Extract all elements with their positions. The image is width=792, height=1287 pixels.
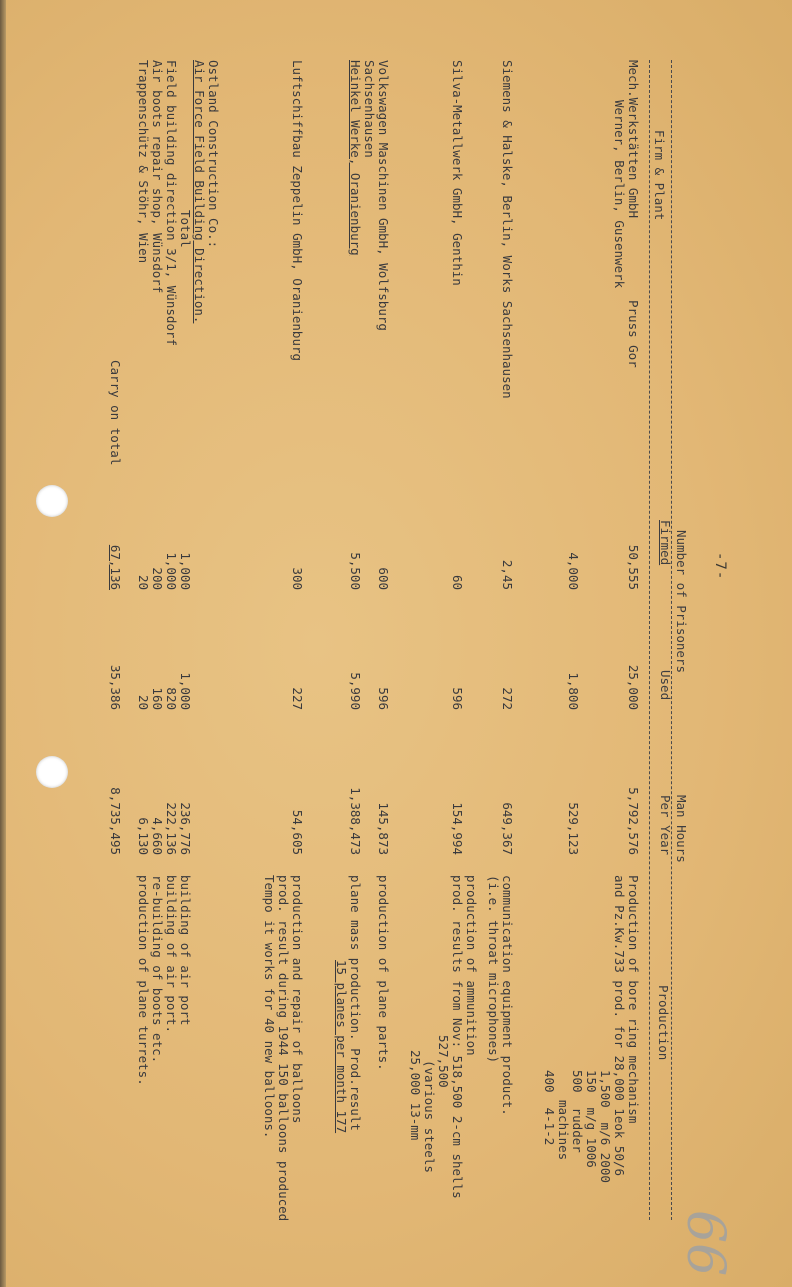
- row-3-prod-2: (i.e. throat microphones): [486, 875, 501, 1064]
- punch-hole-bottom: [36, 756, 68, 788]
- header-production: Production: [656, 985, 671, 1061]
- row-2-hours: 529,123: [566, 802, 581, 855]
- row-10-used: 160: [150, 687, 165, 710]
- row-7-firmed: 300: [290, 567, 305, 590]
- row-3-hours: 649,367: [500, 802, 515, 855]
- row-6-prod-1: plane mass production. Prod.result: [348, 875, 363, 1131]
- punch-hole-top: [36, 485, 68, 517]
- header-hours: Man Hours: [674, 795, 689, 863]
- row-4-prod-4: (various steels: [422, 1060, 437, 1173]
- row-4-prod-5: 25,000 13-mm: [408, 1050, 423, 1141]
- row-5-firm-3: Heinkel Werke, Oranienburg: [348, 60, 363, 256]
- row-9-used: 820: [164, 687, 179, 710]
- page-edge: [0, 0, 6, 1287]
- row-7-prod-3: Tempo it works for 40 new balloons.: [262, 875, 277, 1139]
- row-11-prod-1: production of plane turrets.: [136, 875, 151, 1086]
- row-1-prod-3: 1,500 m/6 2000: [598, 1070, 613, 1183]
- row-7-hours: 54,605: [290, 809, 305, 855]
- header-firm: Firm & Plant: [652, 130, 667, 221]
- row-1-prod-6: machines: [556, 1100, 571, 1161]
- section-total-hours: 236,776: [178, 802, 193, 855]
- row-1-prod-1: Production of bore ring mechanism: [626, 875, 641, 1124]
- header-firmed: Firmed: [658, 520, 673, 566]
- row-9-prod-1: building of air port: [178, 875, 193, 1026]
- row-6-prod-2: 15 planes per month 177: [334, 960, 349, 1134]
- row-10-prod-1: re-building of boots etc.: [150, 875, 165, 1064]
- row-9-firm: Field building direction 3/1, Wünsdorf: [164, 60, 179, 346]
- row-5-firmed: 600: [376, 567, 391, 590]
- row-3-prod-1: communication equipment product.: [500, 875, 515, 1116]
- row-5-used: 596: [376, 687, 391, 710]
- row-1-firm-2: Pruss Gor: [626, 300, 641, 368]
- row-6-used: 5,990: [348, 672, 363, 710]
- handwritten-folio: 66: [675, 1210, 735, 1277]
- row-4-prod-2: prod. results from Nov: 518,500 2-cm shells: [450, 875, 465, 1199]
- row-3-used: 272: [500, 687, 515, 710]
- page-number: -7-: [712, 552, 728, 581]
- row-10-firm: Air boots repair shop, Wünsdorf: [150, 60, 165, 294]
- row-1-prod-7: 400 4-1-2: [542, 1070, 557, 1146]
- totals-label: Carry on total: [108, 360, 123, 466]
- row-1-used: 25,000: [626, 664, 641, 710]
- row-11-used: 20: [136, 694, 151, 710]
- row-2-used: 1,800: [566, 672, 581, 710]
- totals-used: 35,386: [108, 664, 123, 710]
- header-employees: Number of Prisoners: [674, 530, 689, 673]
- row-4-prod-3: 527,500: [436, 1035, 451, 1088]
- row-4-firmed: 60: [450, 574, 465, 590]
- row-1-firm-3: Werner, Berlin, Gusenwerk: [612, 100, 627, 289]
- section-subtitle: Air Force Field Building Direction.: [192, 60, 207, 324]
- row-1-firm: Mech.Werkstätten GmbH: [626, 60, 641, 219]
- section-total-firmed: 1,000: [178, 552, 193, 590]
- row-3-firmed: 2,45: [500, 559, 515, 590]
- row-1-prod-2: and Pz.Kw.733 prod. for 28,000 1eok 50/6: [612, 875, 627, 1177]
- section-title: Ostland Construction Co.:: [206, 60, 221, 249]
- row-7-prod-2: prod. result during 1944 150 balloons produced: [276, 875, 291, 1222]
- row-9-hours: 222,136: [164, 802, 179, 855]
- section-total-used: 1,000: [178, 672, 193, 710]
- row-5-firm-2: Sachsenhausen: [362, 60, 377, 158]
- row-1-prod-5: 500 rudder: [570, 1070, 585, 1153]
- totals-firmed: 67,136: [108, 544, 123, 590]
- row-4-prod-1: production of ammunition: [464, 875, 479, 1056]
- row-7-used: 227: [290, 687, 305, 710]
- row-10-hours: 4,660: [150, 817, 165, 855]
- row-11-hours: 6,130: [136, 817, 151, 855]
- row-7-prod-1: production and repair of balloons: [290, 875, 305, 1124]
- totals-hours: 8,735,495: [108, 787, 123, 855]
- row-4-used: 596: [450, 687, 465, 710]
- row-1-hours: 5,792,576: [626, 787, 641, 855]
- row-5-hours: 145,873: [376, 802, 391, 855]
- row-10-firmed: 200: [150, 567, 165, 590]
- row-2-firmed: 4,000: [566, 552, 581, 590]
- row-7-firm: Luftschiffbau Zeppelin GmbH, Oranienburg: [290, 60, 305, 362]
- row-3-firm: Siemens & Halske, Berlin, Works Sachsenhausen: [500, 60, 515, 399]
- rotated-table: [70, 60, 690, 1220]
- row-5-firm: Volkswagen Maschinen GmbH, Wolfsburg: [376, 60, 391, 331]
- row-6-hours: 1,388,473: [348, 787, 363, 855]
- header-rule-bottom: [649, 60, 650, 1220]
- header-used: Used: [658, 670, 673, 701]
- row-11-firmed: 20: [136, 574, 151, 590]
- header-per-year: Per Year: [658, 795, 673, 856]
- row-9-prod-2: building of air port.: [164, 875, 179, 1034]
- header-rule-top: [671, 60, 672, 1220]
- row-5-prod-1: production of plane parts.: [376, 875, 391, 1071]
- row-11-firm: Trappenschütz & Stöhr, Wien: [136, 60, 151, 264]
- row-1-firmed: 50,555: [626, 544, 641, 590]
- row-1-prod-4: 150 m/g 1006: [584, 1070, 599, 1168]
- row-6-firmed: 5,500: [348, 552, 363, 590]
- row-9-firmed: 1,000: [164, 552, 179, 590]
- row-4-firm: Silva-Metallwerk GmbH, Genthin: [450, 60, 465, 286]
- section-total-label: Total: [178, 210, 193, 248]
- row-4-hours: 154,994: [450, 802, 465, 855]
